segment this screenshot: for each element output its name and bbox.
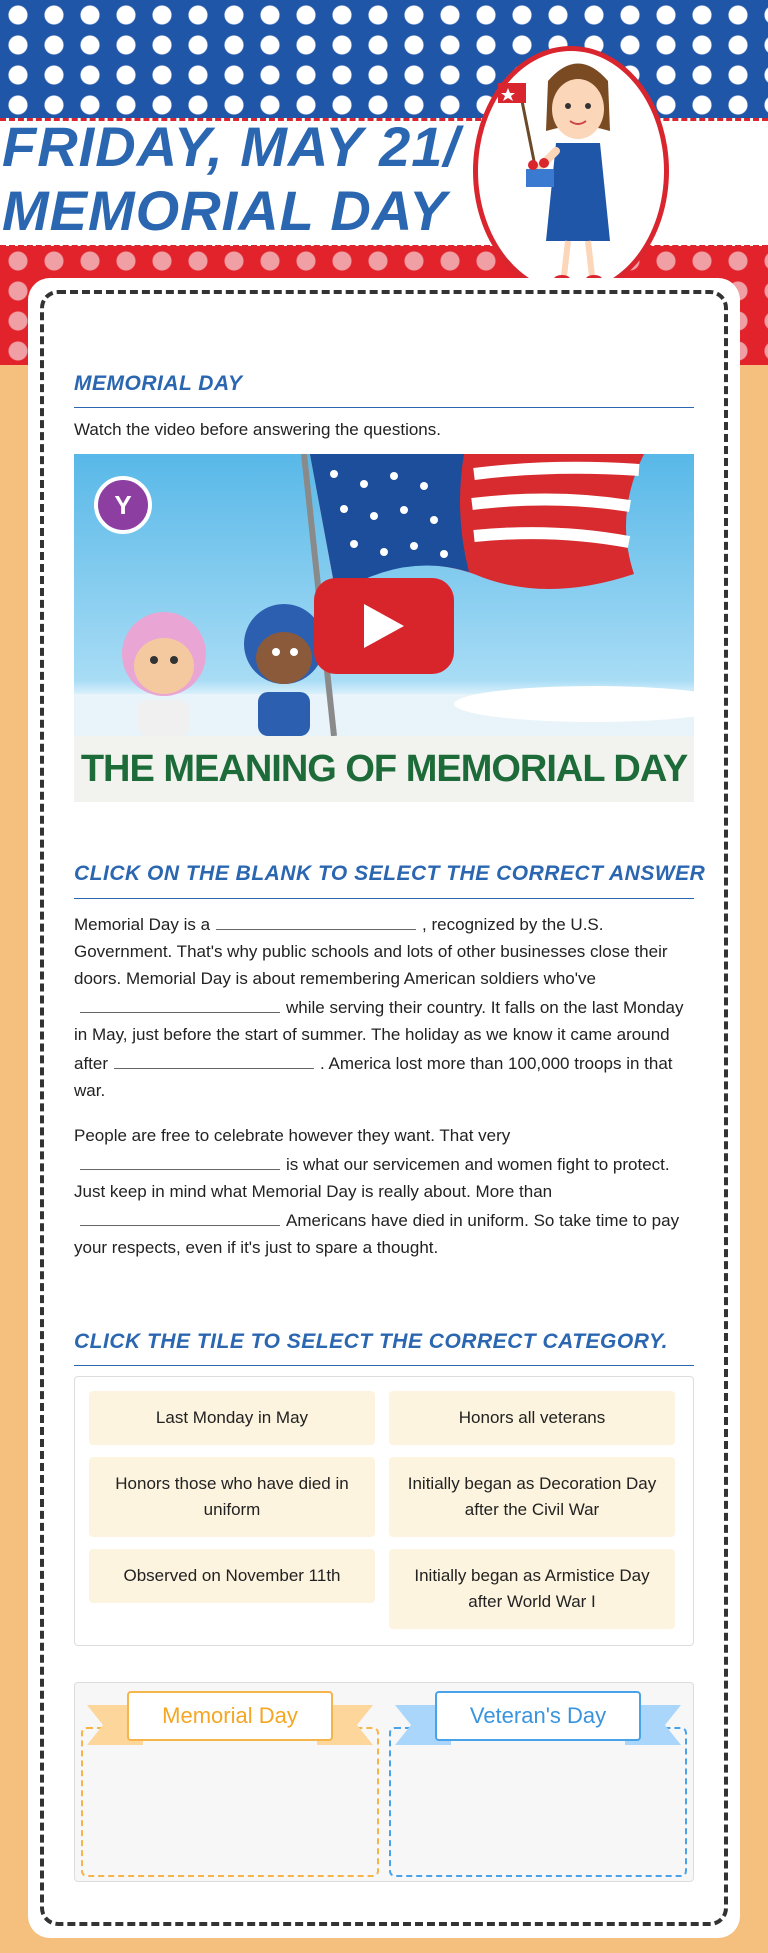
- video-player[interactable]: [74, 454, 694, 802]
- paragraph-2: [74, 1122, 696, 1261]
- blank-input[interactable]: [80, 992, 280, 1013]
- category-label: Memorial Day: [127, 1691, 333, 1741]
- video-instruction: Watch the video before answering the questions.: [74, 420, 441, 439]
- section-divider: [74, 407, 694, 408]
- category-drop-area: [74, 1682, 694, 1882]
- tile[interactable]: Honors all veterans: [389, 1391, 675, 1445]
- tile-bank: [74, 1376, 694, 1646]
- section-title-categories: CLICK THE TILE TO SELECT THE CORRECT CATEGORY.: [74, 1330, 668, 1353]
- paragraph-text: Memorial Day is a: [74, 915, 211, 934]
- girl-with-flag-illustration: [478, 51, 664, 291]
- page-title: [2, 115, 460, 243]
- play-icon: [364, 604, 404, 648]
- category-label: Veteran's Day: [435, 1691, 641, 1741]
- paragraph-text: while serving their country. It falls on the last Monday in May, just before the start of summer. The holiday as we know it came around after: [74, 998, 684, 1073]
- play-button[interactable]: [314, 578, 454, 674]
- title-line-1: FRIDAY, MAY 21/: [2, 115, 460, 178]
- section-title-blanks: CLICK ON THE BLANK TO SELECT THE CORRECT ANSWER: [74, 862, 706, 885]
- section-divider: [74, 898, 694, 899]
- ribbon-veterans-day: [395, 1691, 681, 1745]
- ribbon-memorial-day: [87, 1691, 373, 1745]
- tile[interactable]: Last Monday in May: [89, 1391, 375, 1445]
- mascot-oval: [473, 46, 669, 296]
- tile[interactable]: Initially began as Armistice Day after World War I: [389, 1549, 675, 1629]
- paragraph-text: , recognized by the U.S. Government. That's why public schools and lots of other businesses close their doors. Memorial Day is about remembering American soldiers who've: [74, 915, 668, 988]
- channel-logo: Y: [94, 476, 152, 534]
- paragraph-text: People are free to celebrate however they want. That very: [74, 1126, 511, 1145]
- video-caption: THE MEANING OF MEMORIAL DAY: [74, 736, 694, 802]
- section-title-memorial-day: MEMORIAL DAY: [74, 372, 243, 395]
- tile[interactable]: Observed on November 11th: [89, 1549, 375, 1603]
- drop-zone-memorial-day[interactable]: [81, 1727, 379, 1877]
- blank-input[interactable]: [216, 909, 416, 930]
- drop-zone-veterans-day[interactable]: [389, 1727, 687, 1877]
- blank-input[interactable]: [114, 1048, 314, 1069]
- tile[interactable]: Honors those who have died in uniform: [89, 1457, 375, 1537]
- section-divider: [74, 1365, 694, 1366]
- paragraph-text: Americans have died in uniform. So take time to pay your respects, even if it's just to spare a thought.: [74, 1211, 680, 1257]
- blank-input[interactable]: [80, 1149, 280, 1170]
- paragraph-text: is what our servicemen and women fight to protect. Just keep in mind what Memorial Day is really about. More than: [74, 1155, 670, 1201]
- title-line-2: MEMORIAL DAY: [2, 179, 448, 242]
- paragraph-text: . America lost more than 100,000 troops in that war.: [74, 1054, 673, 1100]
- paragraph-1: [74, 909, 696, 1104]
- tile[interactable]: Initially began as Decoration Day after the Civil War: [389, 1457, 675, 1537]
- blank-input[interactable]: [80, 1205, 280, 1226]
